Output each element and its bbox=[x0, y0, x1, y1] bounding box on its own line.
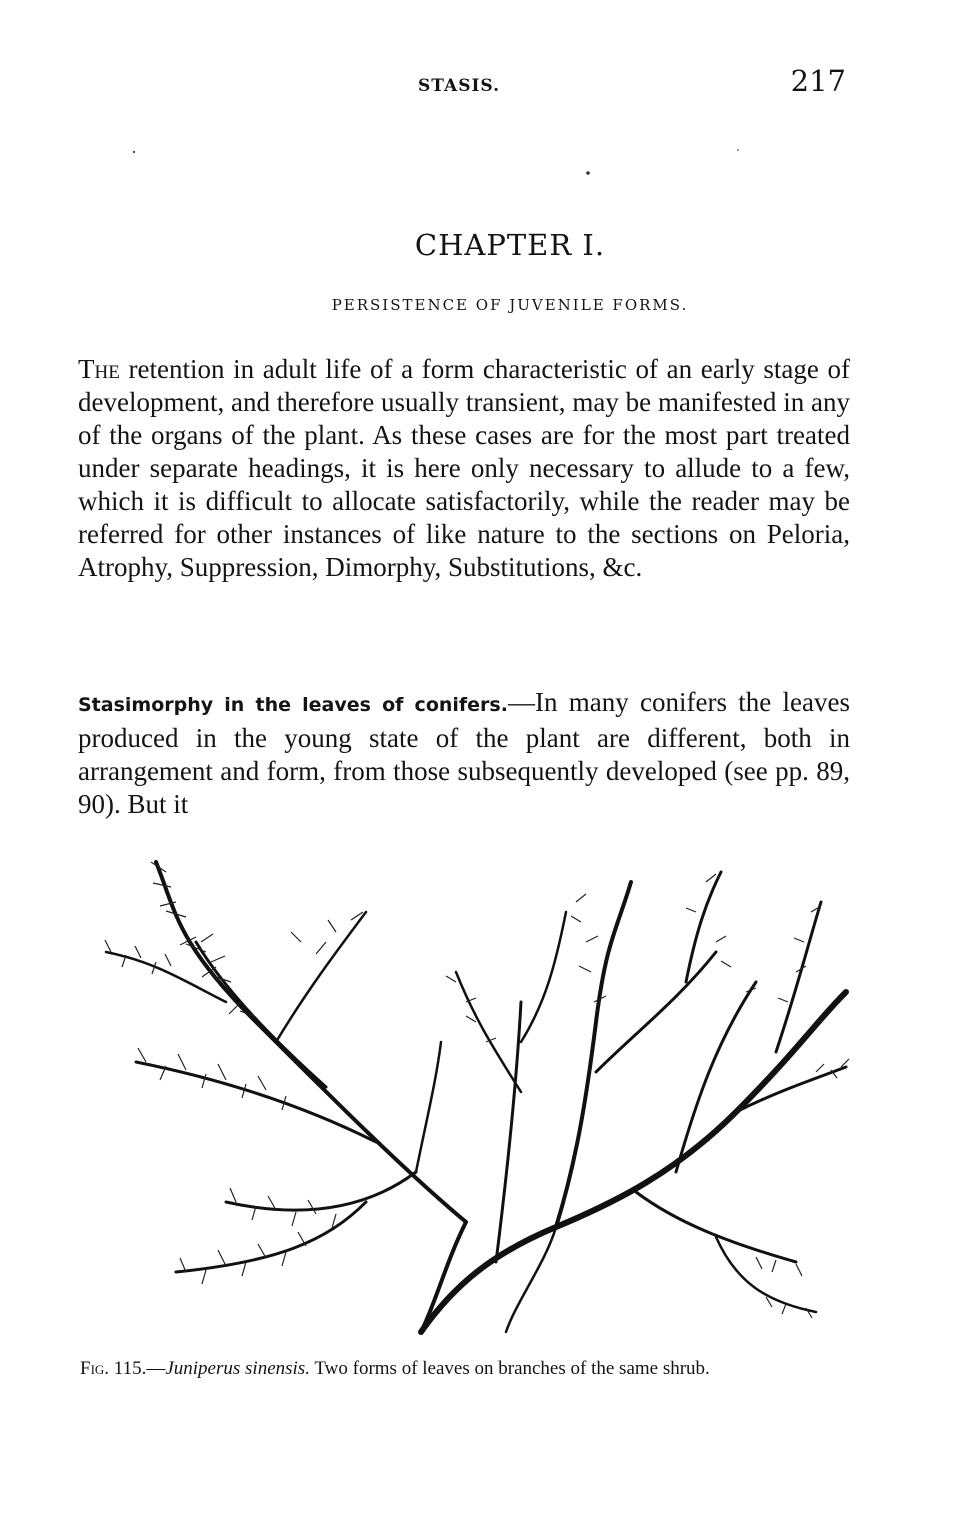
running-title: STASIS. bbox=[418, 76, 501, 96]
paragraph-intro bbox=[78, 353, 850, 584]
figure-juniper bbox=[76, 842, 860, 1342]
paragraph-lead-word: The bbox=[78, 354, 120, 384]
caption-label: Fig. 115. bbox=[80, 1358, 147, 1379]
caption-text: Two forms of leaves on branches of the same shrub. bbox=[309, 1358, 710, 1379]
paragraph-intro-text: retention in adult life of a form characteristic of an early stage of development, and therefore usually transient, may be manifested in any of the organs of the plant. As these cases are for the most part treated under separate headings, it is here only necessary to allude to a few, which it is difficult to allocate satisfactorily, while the reader may be referred for other instances of like nature to the sections on Peloria, Atrophy, Suppression, Dimorphy, Substitutions, &c. bbox=[78, 354, 850, 582]
paragraph-conifers-text: —In many conifers the leaves produced in the young state of the plant are different, both in arrangement and form, from those subsequently developed (see pp. 89, 90). But it bbox=[78, 687, 850, 819]
chapter-title: CHAPTER I. bbox=[414, 228, 606, 262]
print-specks bbox=[0, 140, 954, 180]
caption-species: Juniperus sinensis. bbox=[165, 1358, 310, 1379]
page-number: 217 bbox=[790, 64, 846, 98]
juniper-branch-illustration bbox=[76, 842, 860, 1342]
chapter-subtitle: PERSISTENCE OF JUVENILE FORMS. bbox=[331, 296, 689, 314]
paragraph-conifers bbox=[78, 686, 850, 821]
section-heading: Stasimorphy in the leaves of conifers. bbox=[78, 694, 508, 716]
figure-caption: Fig. 115.—Juniperus sinensis. Two forms of leaves on branches of the same shrub. bbox=[80, 1358, 710, 1379]
running-head bbox=[0, 64, 954, 104]
